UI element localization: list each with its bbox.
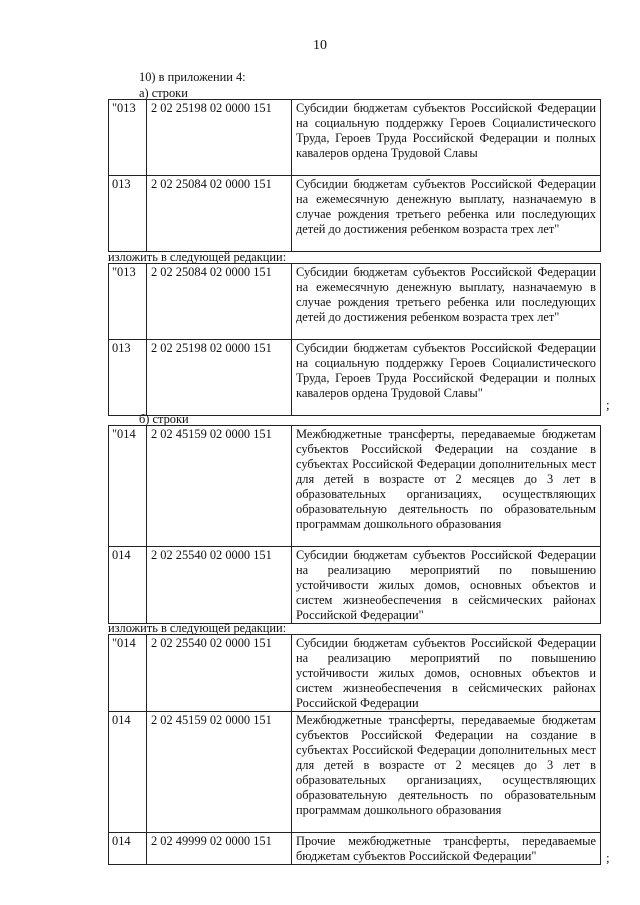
kbk-cell: 2 02 25540 02 0000 151 <box>147 635 292 712</box>
table-row <box>109 833 601 865</box>
section-a-replace-label: изложить в следующей редакции: <box>108 250 287 264</box>
table-row <box>109 426 601 547</box>
code-cell: 014 <box>109 833 147 865</box>
name-cell: Субсидии бюджетам субъектов Российской Федерации на социальную поддержку Героев Социалистического Труда, Героев Труда Российской Федерации и полных кавалеров ордена Трудовой Славы" <box>292 340 601 416</box>
name-cell: Субсидии бюджетам субъектов Российской Федерации на реализацию мероприятий по повышению устойчивости жилых домов, основных объектов и систем жизнеобеспечения в сейсмических районах Российской Федерации <box>292 635 601 712</box>
code-cell: 013 <box>109 176 147 252</box>
kbk-cell: 2 02 25198 02 0000 151 <box>147 340 292 416</box>
section-b-after-table <box>108 634 601 865</box>
table-row <box>109 712 601 833</box>
name-cell: Прочие межбюджетные трансферты, передаваемые бюджетам субъектов Российской Федерации" <box>292 833 601 865</box>
section-a-after-table <box>108 263 601 416</box>
name-cell: Межбюджетные трансферты, передаваемые бюджетам субъектов Российской Федерации на создание в субъектах Российской Федерации дополнительных мест для детей в возрасте от 2 месяцев до 3 лет в образовательных организациях, осуществляющих образовательную деятельность по образовательным программам дошкольного образования <box>292 426 601 547</box>
table-row <box>109 340 601 416</box>
section-b-before-table <box>108 425 601 624</box>
table-row <box>109 100 601 176</box>
section-a-end-mark: ; <box>606 397 610 412</box>
code-cell: "013 <box>109 264 147 340</box>
code-cell: 013 <box>109 340 147 416</box>
table-row <box>109 635 601 712</box>
name-cell: Субсидии бюджетам субъектов Российской Федерации на ежемесячную денежную выплату, назначаемую в случае рождения третьего ребенка или последующих детей до достижения ребенком возраста трех лет" <box>292 264 601 340</box>
table-row <box>109 547 601 624</box>
page-number: 10 <box>313 38 327 53</box>
section-b-end-mark: ; <box>606 850 610 865</box>
section-a-label: а) строки <box>139 86 188 100</box>
intro-text: 10) в приложении 4: <box>139 70 246 84</box>
code-cell: "014 <box>109 635 147 712</box>
name-cell: Межбюджетные трансферты, передаваемые бюджетам субъектов Российской Федерации на создание в субъектах Российской Федерации дополнительных мест для детей в возрасте от 2 месяцев до 3 лет в образовательных организациях, осуществляющих образовательную деятельность по образовательным программам дошкольного образования <box>292 712 601 833</box>
name-cell: Субсидии бюджетам субъектов Российской Федерации на реализацию мероприятий по повышению устойчивости жилых домов, основных объектов и систем жизнеобеспечения в сейсмических районах Российской Федерации" <box>292 547 601 624</box>
code-cell: 014 <box>109 547 147 624</box>
section-a-before-table <box>108 99 601 252</box>
code-cell: 014 <box>109 712 147 833</box>
code-cell: "013 <box>109 100 147 176</box>
kbk-cell: 2 02 25198 02 0000 151 <box>147 100 292 176</box>
kbk-cell: 2 02 45159 02 0000 151 <box>147 712 292 833</box>
table-row <box>109 176 601 252</box>
section-b-label: б) строки <box>139 412 189 426</box>
kbk-cell: 2 02 45159 02 0000 151 <box>147 426 292 547</box>
kbk-cell: 2 02 25084 02 0000 151 <box>147 264 292 340</box>
name-cell: Субсидии бюджетам субъектов Российской Федерации на ежемесячную денежную выплату, назначаемую в случае рождения третьего ребенка или последующих детей до достижения ребенком возраста трех лет" <box>292 176 601 252</box>
name-cell: Субсидии бюджетам субъектов Российской Федерации на социальную поддержку Героев Социалистического Труда, Героев Труда Российской Федерации и полных кавалеров ордена Трудовой Славы <box>292 100 601 176</box>
section-b-replace-label: изложить в следующей редакции: <box>108 621 287 635</box>
code-cell: "014 <box>109 426 147 547</box>
kbk-cell: 2 02 25084 02 0000 151 <box>147 176 292 252</box>
table-row <box>109 264 601 340</box>
kbk-cell: 2 02 49999 02 0000 151 <box>147 833 292 865</box>
kbk-cell: 2 02 25540 02 0000 151 <box>147 547 292 624</box>
